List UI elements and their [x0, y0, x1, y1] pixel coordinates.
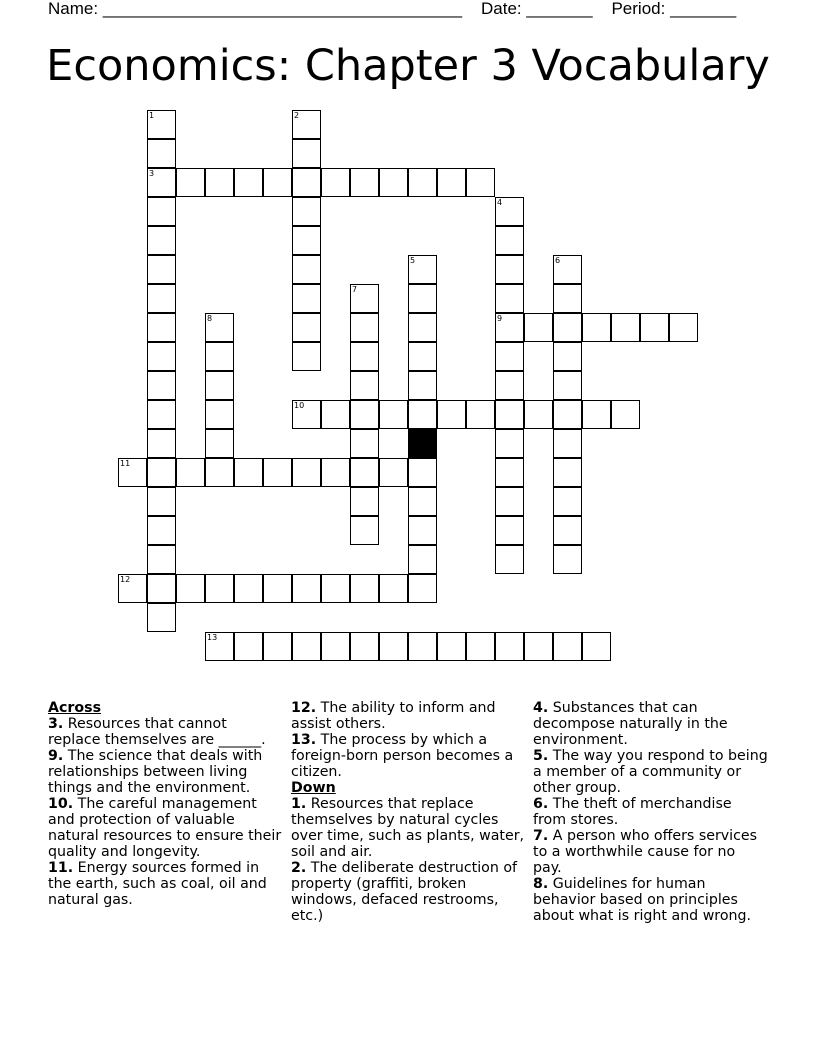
grid-cell[interactable] — [147, 458, 176, 487]
clues-column-3 — [533, 700, 768, 924]
grid-cell[interactable] — [234, 168, 263, 197]
clue-number: 7. — [533, 828, 549, 844]
grid-cell[interactable] — [147, 197, 176, 226]
grid-cell[interactable] — [466, 168, 495, 197]
clue — [291, 860, 526, 924]
clue-text: A person who offers services to a worthwhile cause for no pay. — [533, 828, 758, 876]
clue-number: 6 — [555, 256, 561, 265]
clue-text: The careful management and protection of valuable natural resources to ensure their quality and longevity. — [48, 796, 282, 860]
grid-cell[interactable] — [640, 313, 669, 342]
grid-cell[interactable] — [524, 632, 553, 661]
grid-cell[interactable] — [495, 516, 524, 545]
clue — [533, 700, 768, 748]
clue — [48, 860, 283, 908]
clue-number: 5 — [410, 256, 416, 265]
grid-cell[interactable] — [263, 458, 292, 487]
clue — [533, 796, 768, 828]
grid-cell[interactable] — [495, 371, 524, 400]
grid-cell[interactable] — [292, 139, 321, 168]
grid-cell[interactable] — [292, 110, 321, 139]
clue-text: Resources that cannot replace themselves are ______. — [48, 716, 266, 748]
date-blank[interactable]: _______ — [526, 0, 593, 18]
grid-cell[interactable] — [437, 632, 466, 661]
grid-cell[interactable] — [495, 429, 524, 458]
grid-cell[interactable] — [524, 313, 553, 342]
black-square — [408, 429, 437, 458]
grid-cell[interactable] — [495, 197, 524, 226]
grid-cell[interactable] — [408, 458, 437, 487]
grid-cell[interactable] — [234, 574, 263, 603]
across-heading: Across — [48, 700, 102, 716]
clue-text: The science that deals with relationships between living things and the environment. — [48, 748, 263, 796]
grid-cell[interactable] — [263, 574, 292, 603]
grid-cell[interactable] — [379, 400, 408, 429]
clues-column-2 — [291, 700, 526, 924]
grid-cell[interactable] — [408, 545, 437, 574]
grid-cell[interactable] — [118, 458, 147, 487]
grid-cell[interactable] — [611, 400, 640, 429]
grid-cell[interactable] — [350, 400, 379, 429]
clue-number: 9. — [48, 748, 64, 764]
grid-cell[interactable] — [553, 458, 582, 487]
grid-cell[interactable] — [292, 284, 321, 313]
grid-cell[interactable] — [205, 632, 234, 661]
grid-cell[interactable] — [495, 400, 524, 429]
grid-cell[interactable] — [147, 603, 176, 632]
clue-number: 10 — [294, 401, 305, 410]
grid-cell[interactable] — [205, 429, 234, 458]
clue — [533, 748, 768, 796]
grid-cell[interactable] — [669, 313, 698, 342]
grid-cell[interactable] — [350, 371, 379, 400]
clue-number: 11. — [48, 860, 74, 876]
name-label: Name: — [48, 0, 99, 18]
grid-cell[interactable] — [147, 516, 176, 545]
grid-cell[interactable] — [292, 400, 321, 429]
grid-cell[interactable] — [350, 284, 379, 313]
grid-cell[interactable] — [292, 226, 321, 255]
grid-cell[interactable] — [147, 487, 176, 516]
clue-text: Substances that can decompose naturally in the environment. — [533, 700, 728, 748]
clue-number: 7 — [352, 285, 358, 294]
grid-cell[interactable] — [147, 168, 176, 197]
grid-cell[interactable] — [147, 139, 176, 168]
grid-cell[interactable] — [553, 371, 582, 400]
down-heading: Down — [291, 780, 336, 796]
name-blank[interactable]: ______________________________________ — [102, 0, 463, 18]
grid-cell[interactable] — [176, 458, 205, 487]
across-clue-list-continued — [291, 700, 526, 780]
grid-cell[interactable] — [292, 313, 321, 342]
grid-cell[interactable] — [147, 400, 176, 429]
clue — [291, 732, 526, 780]
period-label: Period: — [611, 0, 666, 18]
clue-number: 12. — [291, 700, 317, 716]
grid-cell[interactable] — [553, 516, 582, 545]
grid-cell[interactable] — [147, 545, 176, 574]
clue-number: 5. — [533, 748, 549, 764]
clue-text: The ability to inform and assist others. — [291, 700, 496, 732]
grid-cell[interactable] — [176, 168, 205, 197]
grid-cell[interactable] — [292, 168, 321, 197]
grid-cell[interactable] — [495, 284, 524, 313]
clue-number: 3 — [149, 169, 155, 178]
grid-cell[interactable] — [147, 574, 176, 603]
grid-cell[interactable] — [263, 632, 292, 661]
grid-cell[interactable] — [147, 371, 176, 400]
grid-cell[interactable] — [495, 545, 524, 574]
clue-text: Energy sources formed in the earth, such as coal, oil and natural gas. — [48, 860, 267, 908]
grid-cell[interactable] — [379, 574, 408, 603]
grid-cell[interactable] — [205, 313, 234, 342]
clue-number: 4 — [497, 198, 503, 207]
clue-number: 4. — [533, 700, 549, 716]
grid-cell[interactable] — [321, 574, 350, 603]
grid-cell[interactable] — [408, 313, 437, 342]
across-clue-list — [48, 716, 283, 908]
clue-number: 13 — [207, 633, 218, 642]
grid-cell[interactable] — [553, 632, 582, 661]
grid-cell[interactable] — [524, 400, 553, 429]
grid-cell[interactable] — [350, 342, 379, 371]
grid-cell[interactable] — [321, 400, 350, 429]
grid-cell[interactable] — [408, 284, 437, 313]
grid-cell[interactable] — [408, 400, 437, 429]
clue-text: The deliberate destruction of property (graffiti, broken windows, defaced restrooms, etc.) — [291, 860, 518, 924]
clue-number: 2 — [294, 111, 300, 120]
clue — [533, 876, 768, 924]
clue-number: 6. — [533, 796, 549, 812]
grid-cell[interactable] — [379, 632, 408, 661]
grid-cell[interactable] — [466, 400, 495, 429]
grid-cell[interactable] — [350, 429, 379, 458]
grid-cell[interactable] — [350, 487, 379, 516]
grid-cell[interactable] — [437, 168, 466, 197]
grid-cell[interactable] — [205, 458, 234, 487]
grid-cell[interactable] — [553, 255, 582, 284]
grid-cell[interactable] — [408, 487, 437, 516]
grid-cell[interactable] — [147, 110, 176, 139]
clue — [48, 796, 283, 860]
grid-cell[interactable] — [408, 168, 437, 197]
grid-cell[interactable] — [582, 313, 611, 342]
grid-cell[interactable] — [379, 458, 408, 487]
grid-cell[interactable] — [495, 632, 524, 661]
clue-number: 13. — [291, 732, 317, 748]
grid-cell[interactable] — [205, 574, 234, 603]
grid-cell[interactable] — [408, 371, 437, 400]
page-title: Economics: Chapter 3 Vocabulary — [46, 41, 770, 91]
grid-cell[interactable] — [350, 168, 379, 197]
clue-number: 12 — [120, 575, 131, 584]
clue-number: 11 — [120, 459, 131, 468]
grid-cell[interactable] — [292, 255, 321, 284]
grid-cell[interactable] — [350, 458, 379, 487]
clue — [291, 700, 526, 732]
grid-cell[interactable] — [408, 516, 437, 545]
clues-column-1 — [48, 700, 283, 908]
grid-cell[interactable] — [379, 168, 408, 197]
clue-number: 3. — [48, 716, 64, 732]
grid-cell[interactable] — [176, 574, 205, 603]
clue-number: 1 — [149, 111, 155, 120]
clue-number: 1. — [291, 796, 307, 812]
grid-cell[interactable] — [495, 226, 524, 255]
grid-cell[interactable] — [553, 487, 582, 516]
grid-cell[interactable] — [408, 574, 437, 603]
grid-cell[interactable] — [582, 632, 611, 661]
grid-cell[interactable] — [553, 429, 582, 458]
grid-cell[interactable] — [205, 400, 234, 429]
clue-text: The way you respond to being a member of a community or other group. — [533, 748, 768, 796]
grid-cell[interactable] — [553, 342, 582, 371]
date-label: Date: — [481, 0, 522, 18]
grid-cell[interactable] — [147, 313, 176, 342]
grid-cell[interactable] — [553, 545, 582, 574]
grid-cell[interactable] — [553, 284, 582, 313]
grid-cell[interactable] — [263, 168, 292, 197]
grid-cell[interactable] — [205, 168, 234, 197]
grid-cell[interactable] — [234, 632, 263, 661]
grid-cell[interactable] — [466, 632, 495, 661]
clue-number: 8 — [207, 314, 213, 323]
grid-cell[interactable] — [582, 400, 611, 429]
grid-cell[interactable] — [292, 197, 321, 226]
grid-cell[interactable] — [321, 632, 350, 661]
clue — [48, 748, 283, 796]
grid-cell[interactable] — [118, 574, 147, 603]
grid-cell[interactable] — [408, 632, 437, 661]
grid-cell[interactable] — [147, 255, 176, 284]
grid-cell[interactable] — [205, 342, 234, 371]
clue-number: 10. — [48, 796, 74, 812]
grid-cell[interactable] — [234, 458, 263, 487]
grid-cell[interactable] — [292, 632, 321, 661]
grid-cell[interactable] — [495, 458, 524, 487]
clue-text: The process by which a foreign-born person becomes a citizen. — [291, 732, 514, 780]
grid-cell[interactable] — [350, 574, 379, 603]
grid-cell[interactable] — [495, 255, 524, 284]
clue-text: The theft of merchandise from stores. — [533, 796, 732, 828]
grid-cell[interactable] — [495, 487, 524, 516]
grid-cell[interactable] — [292, 342, 321, 371]
grid-cell[interactable] — [350, 632, 379, 661]
grid-cell[interactable] — [495, 342, 524, 371]
grid-cell[interactable] — [437, 400, 466, 429]
grid-cell[interactable] — [147, 429, 176, 458]
grid-cell[interactable] — [292, 574, 321, 603]
grid-cell[interactable] — [147, 342, 176, 371]
down-clue-list-continued — [533, 700, 768, 924]
grid-cell[interactable] — [495, 313, 524, 342]
grid-cell[interactable] — [147, 226, 176, 255]
grid-cell[interactable] — [611, 313, 640, 342]
clue — [291, 796, 526, 860]
clue-text: Resources that replace themselves by natural cycles over time, such as plants, water, soil and air. — [291, 796, 525, 860]
clue-text: Guidelines for human behavior based on principles about what is right and wrong. — [533, 876, 752, 924]
grid-cell[interactable] — [350, 516, 379, 545]
down-clue-list — [291, 796, 526, 924]
clue-number: 2. — [291, 860, 307, 876]
grid-cell[interactable] — [350, 313, 379, 342]
grid-cell[interactable] — [408, 255, 437, 284]
clue — [48, 716, 283, 748]
grid-cell[interactable] — [321, 168, 350, 197]
period-blank[interactable]: _______ — [670, 0, 737, 18]
grid-cell[interactable] — [147, 284, 176, 313]
grid-cell[interactable] — [553, 400, 582, 429]
clue — [533, 828, 768, 876]
grid-cell[interactable] — [292, 458, 321, 487]
grid-cell[interactable] — [553, 313, 582, 342]
clue-number: 9 — [497, 314, 503, 323]
clue-number: 8. — [533, 876, 549, 892]
grid-cell[interactable] — [408, 342, 437, 371]
grid-cell[interactable] — [321, 458, 350, 487]
grid-cell[interactable] — [205, 371, 234, 400]
